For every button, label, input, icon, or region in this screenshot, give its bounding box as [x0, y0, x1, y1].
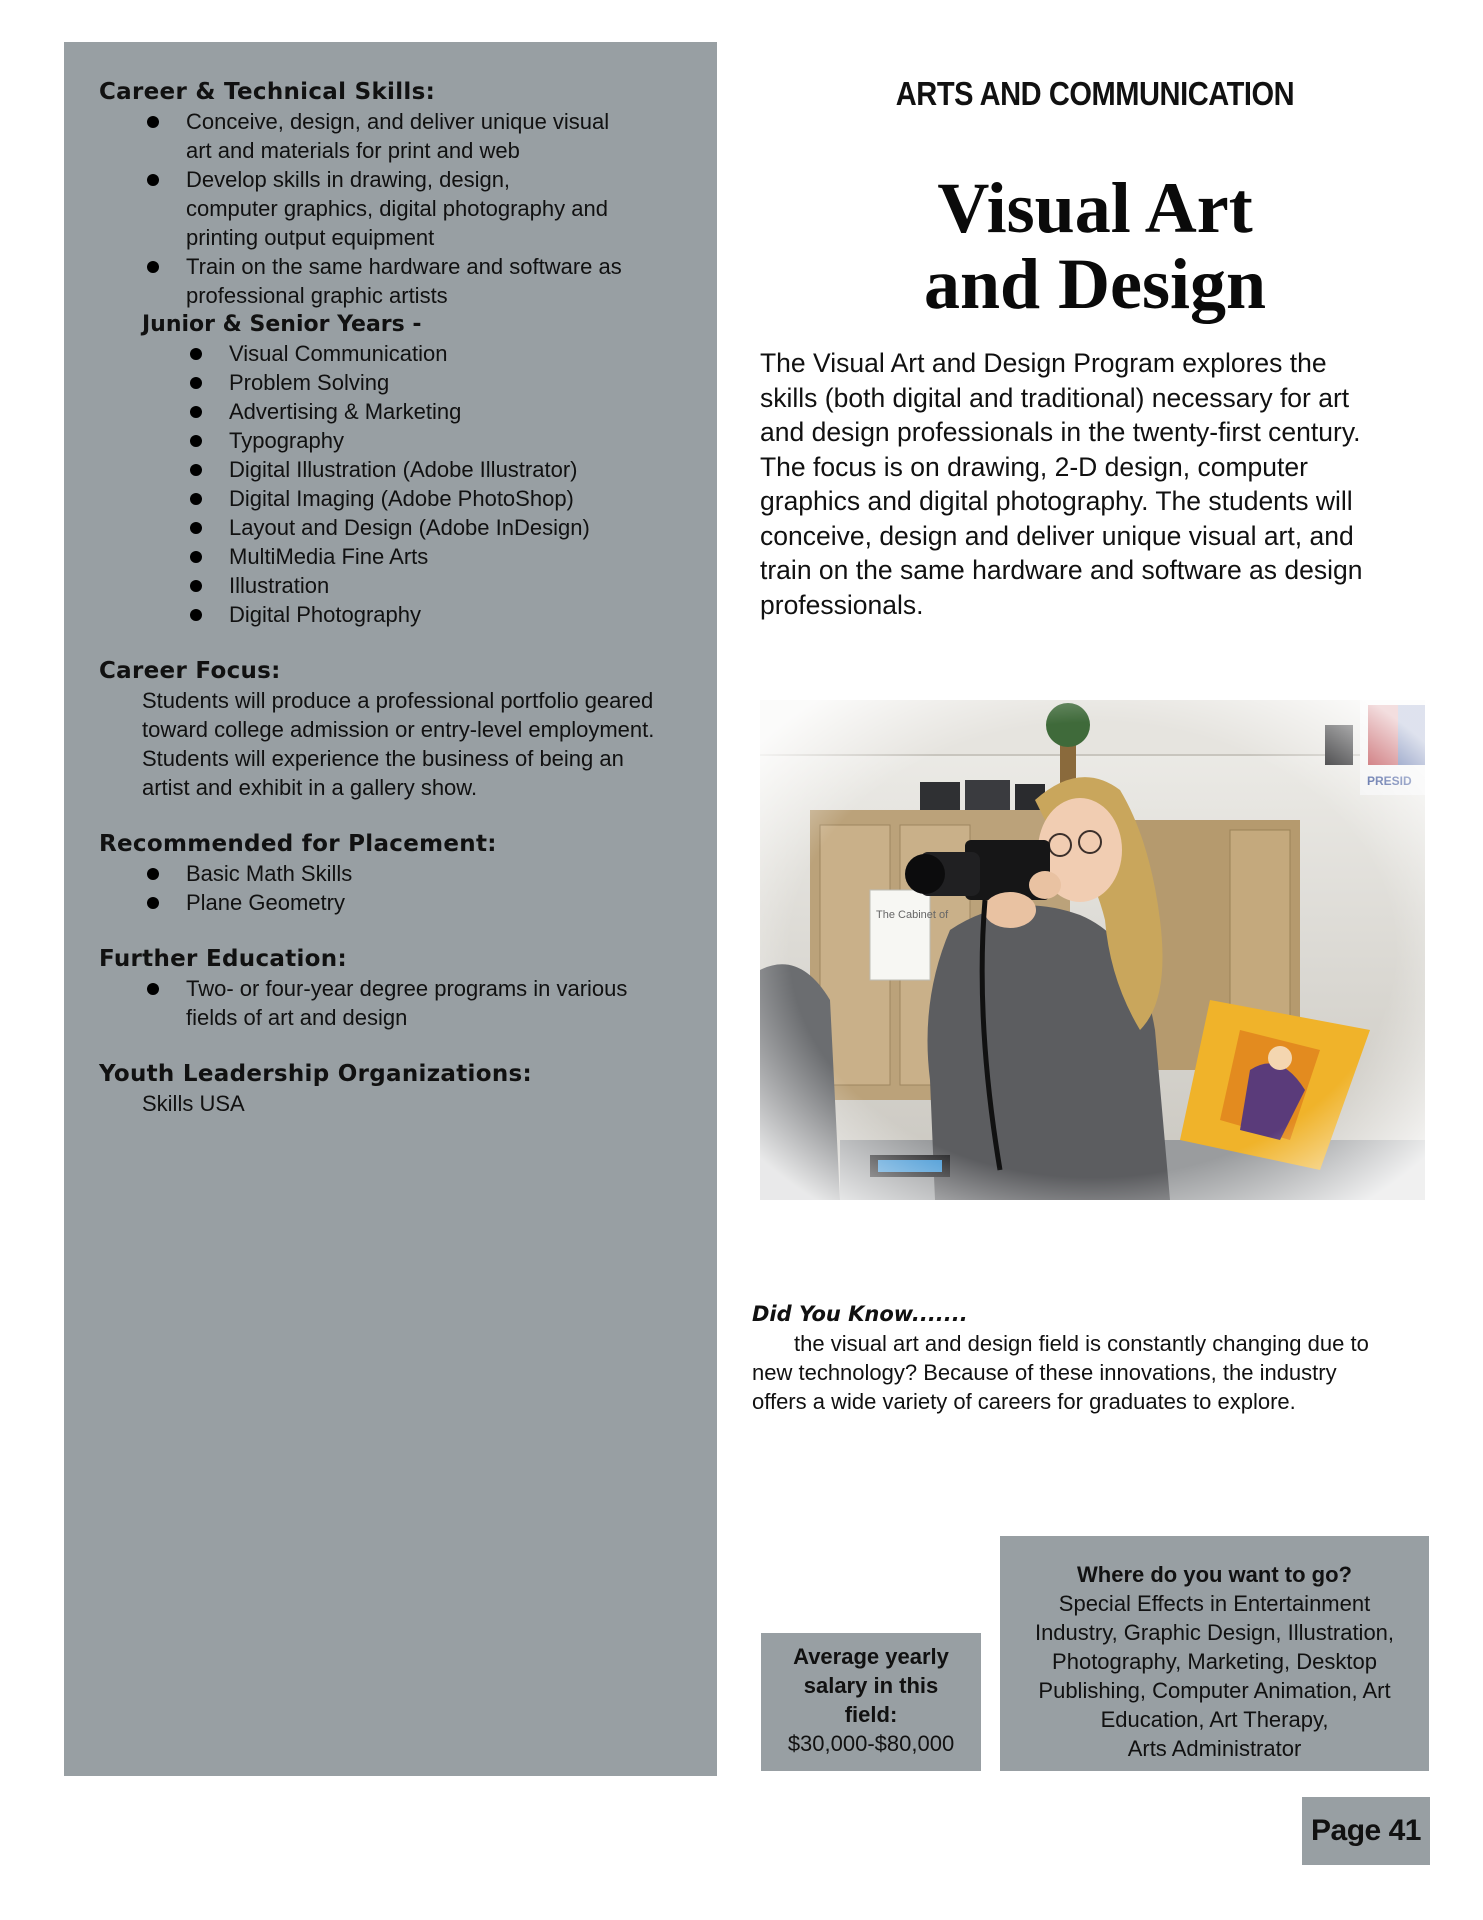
list-item: Two- or four-year degree programs in various fields of art and design [99, 974, 699, 1032]
junior-senior-heading: Junior & Senior Years - [142, 312, 422, 337]
did-you-know-text: the visual art and design field is constantly changing due to new technology? Because of these innovations, the industry offers a wide variety of careers for graduates to explore. [752, 1331, 1369, 1414]
career-technical-list [99, 107, 699, 310]
list-item: Visual Communication [99, 339, 699, 368]
photo-illustration [760, 700, 1425, 1200]
list-item: Digital Imaging (Adobe PhotoShop) [99, 484, 699, 513]
further-education-heading: Further Education: [99, 946, 347, 972]
career-technical-heading: Career & Technical Skills: [99, 79, 436, 105]
title-line: Visual Art [937, 168, 1253, 248]
salary-label: Average yearly salary in this field: [793, 1644, 949, 1727]
list-item: Basic Math Skills [99, 859, 699, 888]
youth-leadership-heading: Youth Leadership Organizations: [99, 1061, 532, 1087]
page-title [740, 170, 1450, 322]
page-number: Page 41 [1302, 1797, 1430, 1865]
career-focus-heading: Career Focus: [99, 658, 281, 684]
junior-senior-list [99, 339, 699, 629]
list-item: Layout and Design (Adobe InDesign) [99, 513, 699, 542]
where-to-go-box: Where do you want to go? Special Effects in Entertainment Industry, Graphic Design, Illustration, Photography, Marketing, Desktop Publishing, Computer Animation, Art Education, Art Therapy, Arts Administrator [1000, 1536, 1429, 1771]
list-item: Digital Photography [99, 600, 699, 629]
list-item: Digital Illustration (Adobe Illustrator) [99, 455, 699, 484]
list-item: Develop skills in drawing, design, computer graphics, digital photography and printing output equipment [99, 165, 699, 252]
list-item: MultiMedia Fine Arts [99, 542, 699, 571]
sidebar-content [99, 78, 699, 1118]
list-item: Typography [99, 426, 699, 455]
student-photographer-photo [760, 700, 1425, 1200]
title-line: and Design [923, 244, 1267, 324]
salary-box [761, 1633, 981, 1771]
list-item: Train on the same hardware and software as professional graphic artists [99, 252, 699, 310]
did-you-know [752, 1300, 1442, 1416]
salary-value: $30,000-$80,000 [787, 1731, 955, 1756]
list-item: Plane Geometry [99, 888, 699, 917]
placement-list [99, 859, 699, 917]
list-item: Problem Solving [99, 368, 699, 397]
where-to-go-label: Where do you want to go? [1077, 1562, 1352, 1587]
spacer [99, 802, 699, 830]
did-you-know-heading: Did You Know....... [752, 1302, 968, 1326]
list-item: Illustration [99, 571, 699, 600]
career-focus-text: Students will produce a professional portfolio geared toward college admission or entry-level employment. Students will experience the business of being an artist and exhibit in a gallery show. [142, 688, 655, 800]
list-item: Conceive, design, and deliver unique visual art and materials for print and web [99, 107, 699, 165]
spacer [99, 629, 699, 657]
list-item: Advertising & Marketing [99, 397, 699, 426]
spacer [99, 917, 699, 945]
further-education-list [99, 974, 699, 1032]
placement-heading: Recommended for Placement: [99, 831, 497, 857]
youth-leadership-text: Skills USA [142, 1091, 245, 1116]
program-intro: The Visual Art and Design Program explores the skills (both digital and traditional) necessary for art and design professionals in the twenty-first century. The focus is on drawing, 2-D design, computer graphics and digital photography. The students will conceive, design and deliver unique visual art, and train on the same hardware and software as design professionals. [760, 348, 1363, 620]
sidebar-panel [64, 42, 717, 1776]
spacer [99, 1032, 699, 1060]
category-heading: ARTS AND COMMUNICATION [895, 75, 1295, 112]
